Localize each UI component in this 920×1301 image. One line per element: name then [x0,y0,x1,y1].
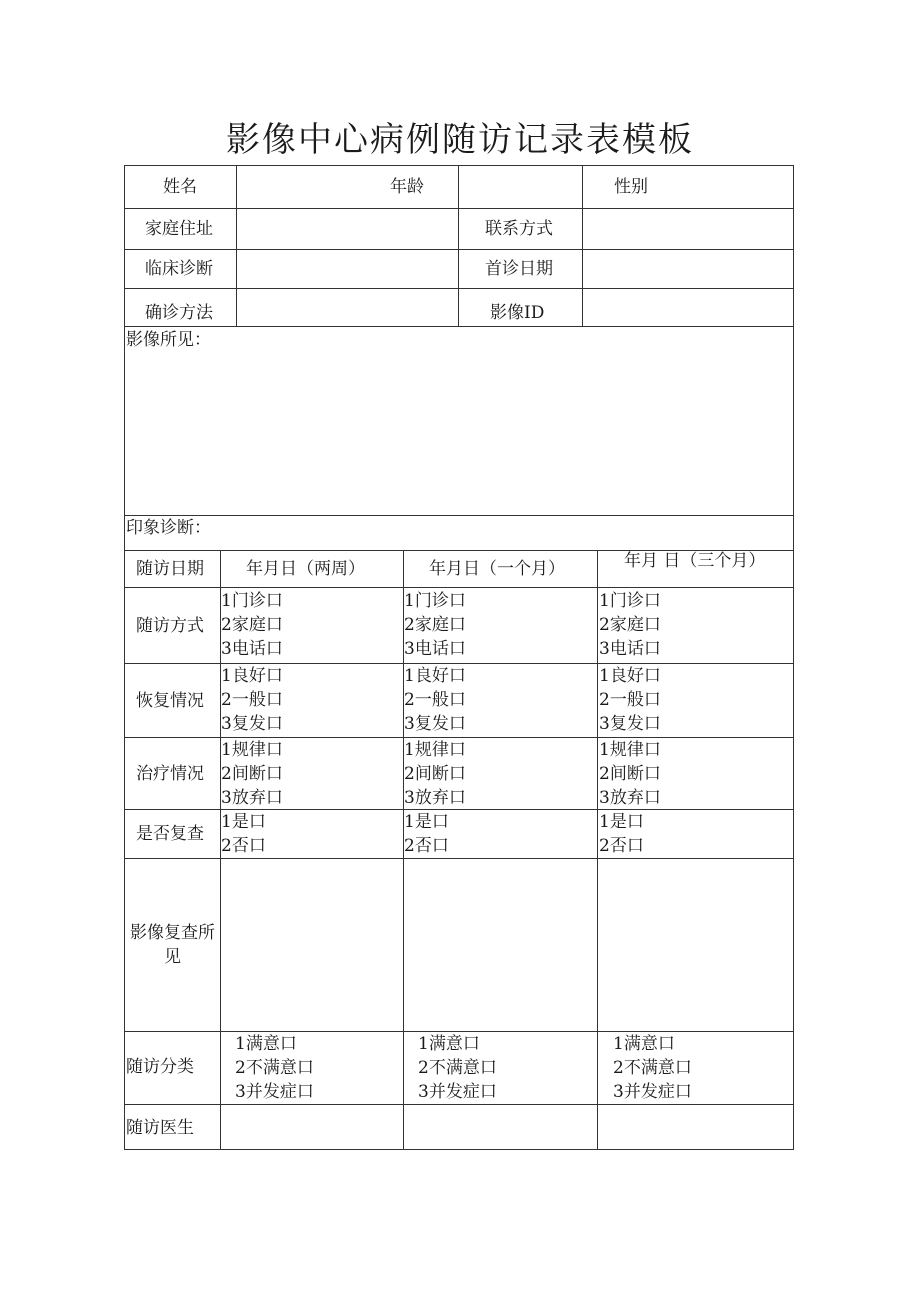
table-border-bottom [124,1149,794,1150]
recheck-option: 2否口 [599,836,644,856]
row-divider [124,587,794,588]
method-option: 2家庭口 [221,615,283,635]
column-divider [597,550,598,1149]
category-option: 3并发症口 [418,1082,497,1102]
recheck-option: 1是口 [599,812,644,832]
confirm-method-label: 确诊方法 [145,303,213,323]
row-divider [124,1104,794,1105]
recovery-option: 2一般口 [404,690,466,710]
category-option: 1满意口 [613,1034,675,1054]
treatment-option: 2间断口 [404,764,466,784]
first-visit-date-label: 首诊日期 [485,259,553,279]
clinical-diagnosis-label: 临床诊断 [145,259,213,279]
method-option: 1门诊口 [404,591,466,611]
recovery-option: 2一般口 [599,690,661,710]
category-option: 2不满意口 [418,1058,497,1078]
treatment-option: 1规律口 [404,740,466,760]
method-label: 随访方式 [136,616,204,636]
recheck-label: 是否复查 [136,824,204,844]
recovery-option: 2一般口 [221,690,283,710]
followup-date-label: 随访日期 [136,559,204,579]
method-option: 3电话口 [221,639,283,659]
recheck-option: 1是口 [221,812,266,832]
row-divider [124,515,794,516]
category-option: 3并发症口 [613,1082,692,1102]
period-two-weeks: 年月日（两周） [246,559,365,579]
table-border-left [124,165,125,1150]
treatment-option: 3放弃口 [404,788,466,808]
column-divider [236,165,237,326]
recovery-option: 1良好口 [221,666,283,686]
name-label: 姓名 [163,177,197,197]
page-title: 影像中心病例随访记录表模板 [226,120,694,160]
recovery-option: 3复发口 [404,714,466,734]
gender-label: 性别 [614,177,648,197]
row-divider [124,249,794,250]
row-divider [124,326,794,327]
category-label: 随访分类 [126,1057,194,1077]
method-option: 1门诊口 [221,591,283,611]
column-divider [458,165,459,326]
doctor-label: 随访医生 [126,1118,194,1138]
recovery-option: 3复发口 [221,714,283,734]
row-divider [124,858,794,859]
category-option: 1满意口 [235,1034,297,1054]
impression-label: 印象诊断： [126,518,211,538]
row-divider [124,288,794,289]
treatment-option: 2间断口 [599,764,661,784]
method-option: 2家庭口 [404,615,466,635]
recheck-option: 2否口 [221,836,266,856]
method-option: 3电话口 [599,639,661,659]
table-border-top [124,165,794,166]
image-id-label: 影像ID [490,303,545,323]
category-option: 3并发症口 [235,1082,314,1102]
row-divider [124,208,794,209]
treatment-label: 治疗情况 [136,764,204,784]
treatment-option: 2间断口 [221,764,283,784]
period-one-month: 年月日（一个月） [429,559,565,579]
category-option: 2不满意口 [613,1058,692,1078]
treatment-option: 3放弃口 [221,788,283,808]
treatment-option: 1规律口 [599,740,661,760]
recheck-findings-label: 影像复查所见 [130,923,215,967]
imaging-findings-label: 影像所见： [126,330,211,350]
category-option: 1满意口 [418,1034,480,1054]
recovery-option: 3复发口 [599,714,661,734]
table-border-right [793,165,794,1150]
method-option: 1门诊口 [599,591,661,611]
age-label: 年龄 [390,177,424,197]
period-three-months: 年月 日（三个月） [624,551,766,571]
recovery-option: 1良好口 [404,666,466,686]
method-option: 2家庭口 [599,615,661,635]
column-divider [582,165,583,326]
method-option: 3电话口 [404,639,466,659]
category-option: 2不满意口 [235,1058,314,1078]
treatment-option: 3放弃口 [599,788,661,808]
address-label: 家庭住址 [145,219,213,239]
contact-label: 联系方式 [485,219,553,239]
recovery-option: 1良好口 [599,666,661,686]
treatment-option: 1规律口 [221,740,283,760]
recheck-option: 1是口 [404,812,449,832]
recheck-option: 2否口 [404,836,449,856]
recovery-label: 恢复情况 [136,691,204,711]
